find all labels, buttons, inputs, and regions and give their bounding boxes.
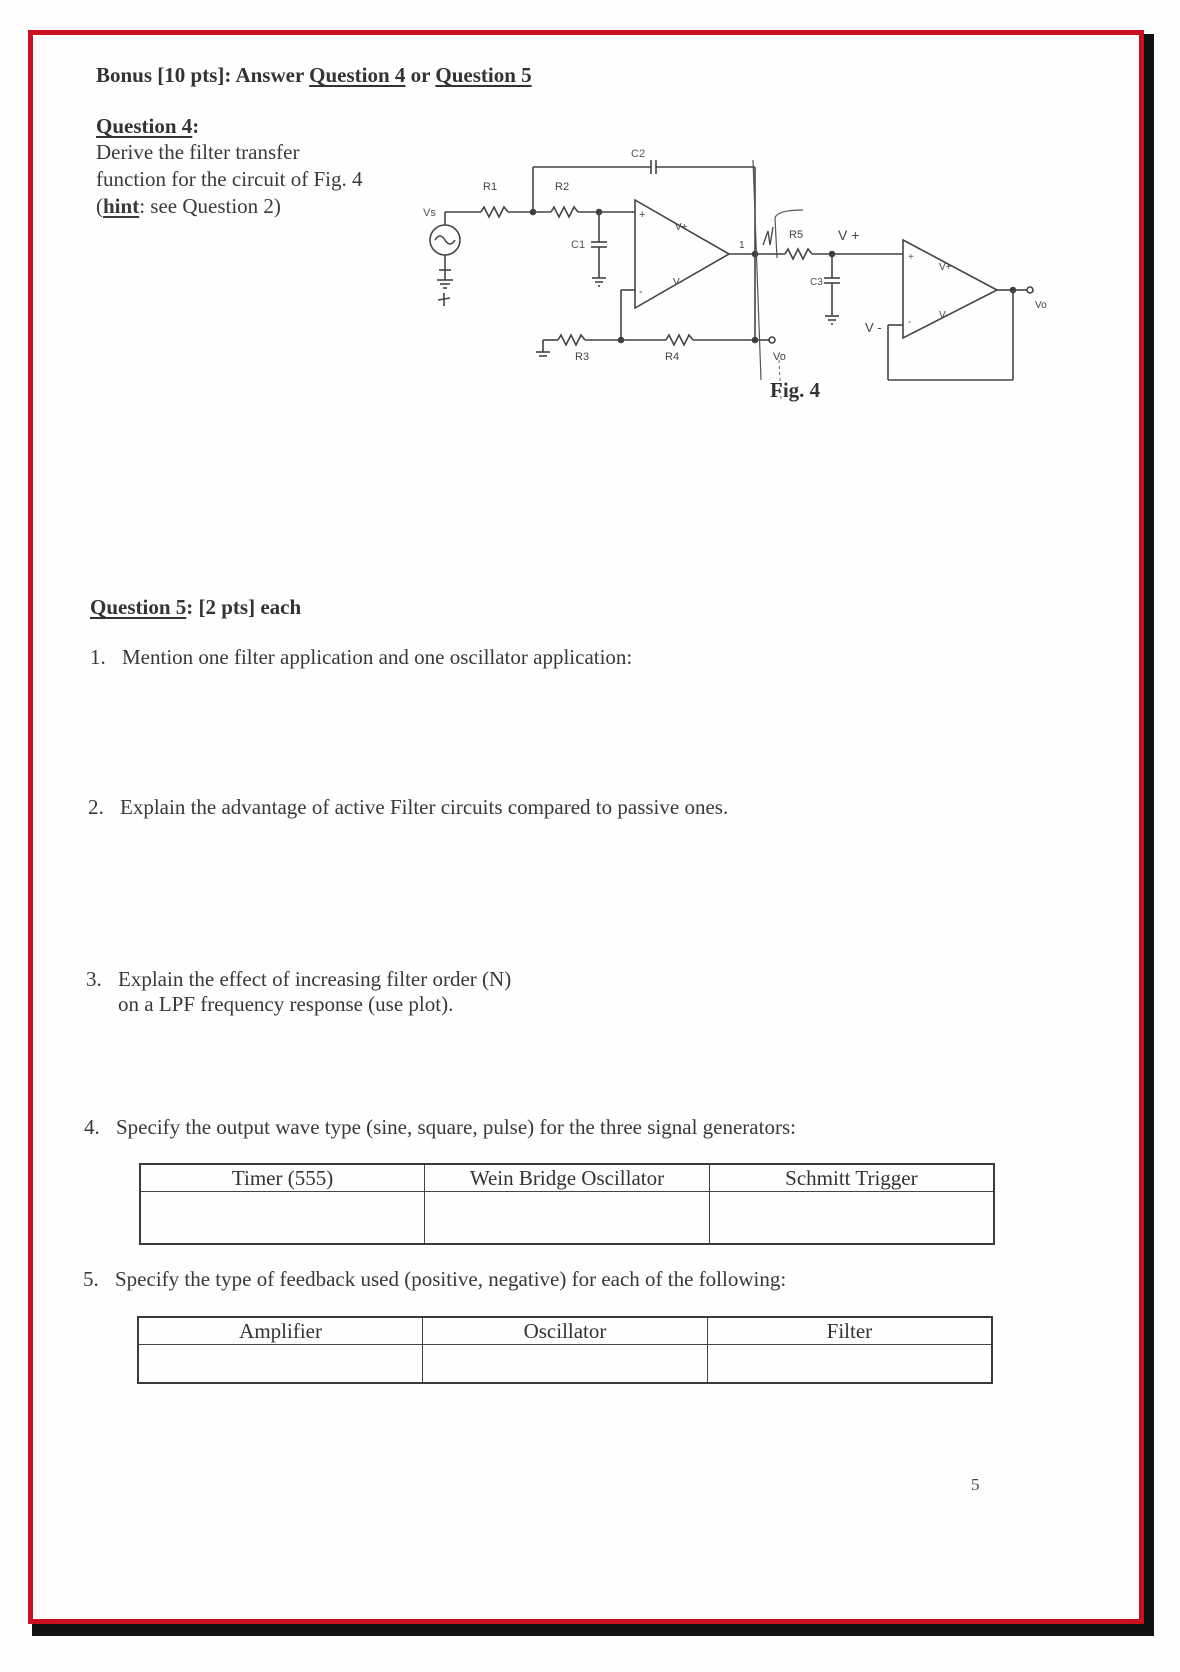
question4-title-text: Question 4 [96, 114, 193, 138]
header-filter: Filter [707, 1317, 992, 1345]
q5-item-4 [84, 1115, 796, 1140]
label-r5: R5 [789, 229, 804, 241]
question5-link: Question 5 [435, 63, 532, 87]
resistor-r5-icon [785, 249, 812, 259]
label-vo-mid: Vo [773, 351, 786, 363]
q5-item-4-num: 4. [84, 1115, 100, 1139]
opamp-1-icon [635, 200, 729, 308]
opamp1-vplus: V+ [675, 222, 688, 233]
q5-item-1-num: 1. [90, 645, 106, 669]
signal-generator-answer-row [140, 1192, 994, 1244]
circuit-diagram-fig4 [383, 130, 1083, 430]
label-vo-out: Vo [1035, 300, 1047, 311]
signal-generator-table [139, 1163, 995, 1245]
label-node1: 1 [739, 240, 745, 251]
label-c3: C3 [810, 277, 823, 288]
q5-item-5-text: Specify the type of feedback used (positive, negative) for each of the following: [115, 1267, 787, 1291]
label-vplus-hand: V + [838, 227, 860, 243]
opamp2-plus: + [908, 252, 914, 263]
opamp1-plus: + [639, 209, 646, 221]
exam-page [28, 30, 1144, 1624]
header-schmitt-trigger: Schmitt Trigger [709, 1164, 994, 1192]
question5-title-suffix: : [2 pts] each [186, 595, 302, 619]
opamp1-minus: - [639, 286, 643, 298]
opamp2-vplus: V+ [939, 262, 952, 273]
header-oscillator: Oscillator [423, 1317, 708, 1345]
label-r1: R1 [483, 181, 498, 193]
answer-cell-oscillator[interactable] [423, 1345, 708, 1383]
question4-prompt [96, 139, 396, 220]
bonus-header [96, 63, 532, 88]
opamp-2-icon [903, 240, 997, 338]
header-amplifier: Amplifier [138, 1317, 423, 1345]
hint-text: : see Question 2) [139, 194, 281, 218]
label-c2: C2 [631, 148, 646, 160]
resistor-r3-icon [558, 335, 585, 345]
label-vs: Vs [423, 207, 436, 219]
resistor-r4-icon [666, 335, 693, 345]
hint-open: ( [96, 194, 103, 218]
figure-caption: Fig. 4 [770, 378, 821, 402]
q5-item-3-num: 3. [86, 967, 102, 991]
page-number: 5 [971, 1475, 980, 1494]
answer-cell-wein-bridge[interactable] [425, 1192, 710, 1244]
opamp2-vminus: V- [939, 310, 949, 321]
q5-item-4-text: Specify the output wave type (sine, square, pulse) for the three signal generators: [116, 1115, 796, 1139]
signal-generator-header-row [140, 1164, 994, 1192]
question4-hint [96, 193, 396, 220]
label-c1: C1 [571, 239, 586, 251]
voltage-source-icon [430, 212, 460, 306]
feedback-answer-row [138, 1345, 992, 1383]
question4-link: Question 4 [309, 63, 406, 87]
label-vminus-hand: V - [865, 320, 882, 335]
q5-item-3-text: Explain the effect of increasing filter order (N) [118, 967, 512, 991]
resistor-r2-icon [551, 207, 578, 217]
header-wein-bridge: Wein Bridge Oscillator [425, 1164, 710, 1192]
answer-cell-amplifier[interactable] [138, 1345, 423, 1383]
question4-title-colon: : [192, 114, 200, 138]
question4-line-2: function for the circuit of Fig. 4 [96, 167, 363, 191]
or-text: or [405, 63, 436, 87]
q5-item-3-text2: on a LPF frequency response (use plot). [118, 992, 454, 1016]
resistor-r1-icon [481, 207, 508, 217]
q5-item-1 [90, 645, 632, 670]
question5-title [90, 595, 301, 620]
q5-item-5-num: 5. [83, 1267, 99, 1291]
q5-item-2 [88, 795, 728, 820]
question4-line-1: Derive the filter transfer [96, 140, 300, 164]
label-r4: R4 [665, 351, 680, 363]
label-r3: R3 [575, 351, 590, 363]
bonus-prefix: Bonus [10 pts]: Answer [96, 63, 310, 87]
q5-item-5 [83, 1267, 786, 1292]
answer-cell-timer-555[interactable] [140, 1192, 425, 1244]
hint-label: hint [103, 194, 140, 218]
answer-cell-filter[interactable] [707, 1345, 992, 1383]
q5-item-2-text: Explain the advantage of active Filter circuits compared to passive ones. [120, 795, 729, 819]
feedback-header-row [138, 1317, 992, 1345]
q5-item-3 [86, 967, 511, 1017]
question4-title [96, 114, 199, 139]
opamp2-minus: - [908, 317, 912, 328]
q5-item-2-num: 2. [88, 795, 104, 819]
label-r2: R2 [555, 181, 570, 193]
feedback-type-table [137, 1316, 993, 1384]
q5-item-1-text: Mention one filter application and one oscillator application: [122, 645, 633, 669]
question5-title-text: Question 5 [90, 595, 187, 619]
opamp1-vminus: V- [673, 277, 683, 288]
header-timer-555: Timer (555) [140, 1164, 425, 1192]
answer-cell-schmitt-trigger[interactable] [709, 1192, 994, 1244]
